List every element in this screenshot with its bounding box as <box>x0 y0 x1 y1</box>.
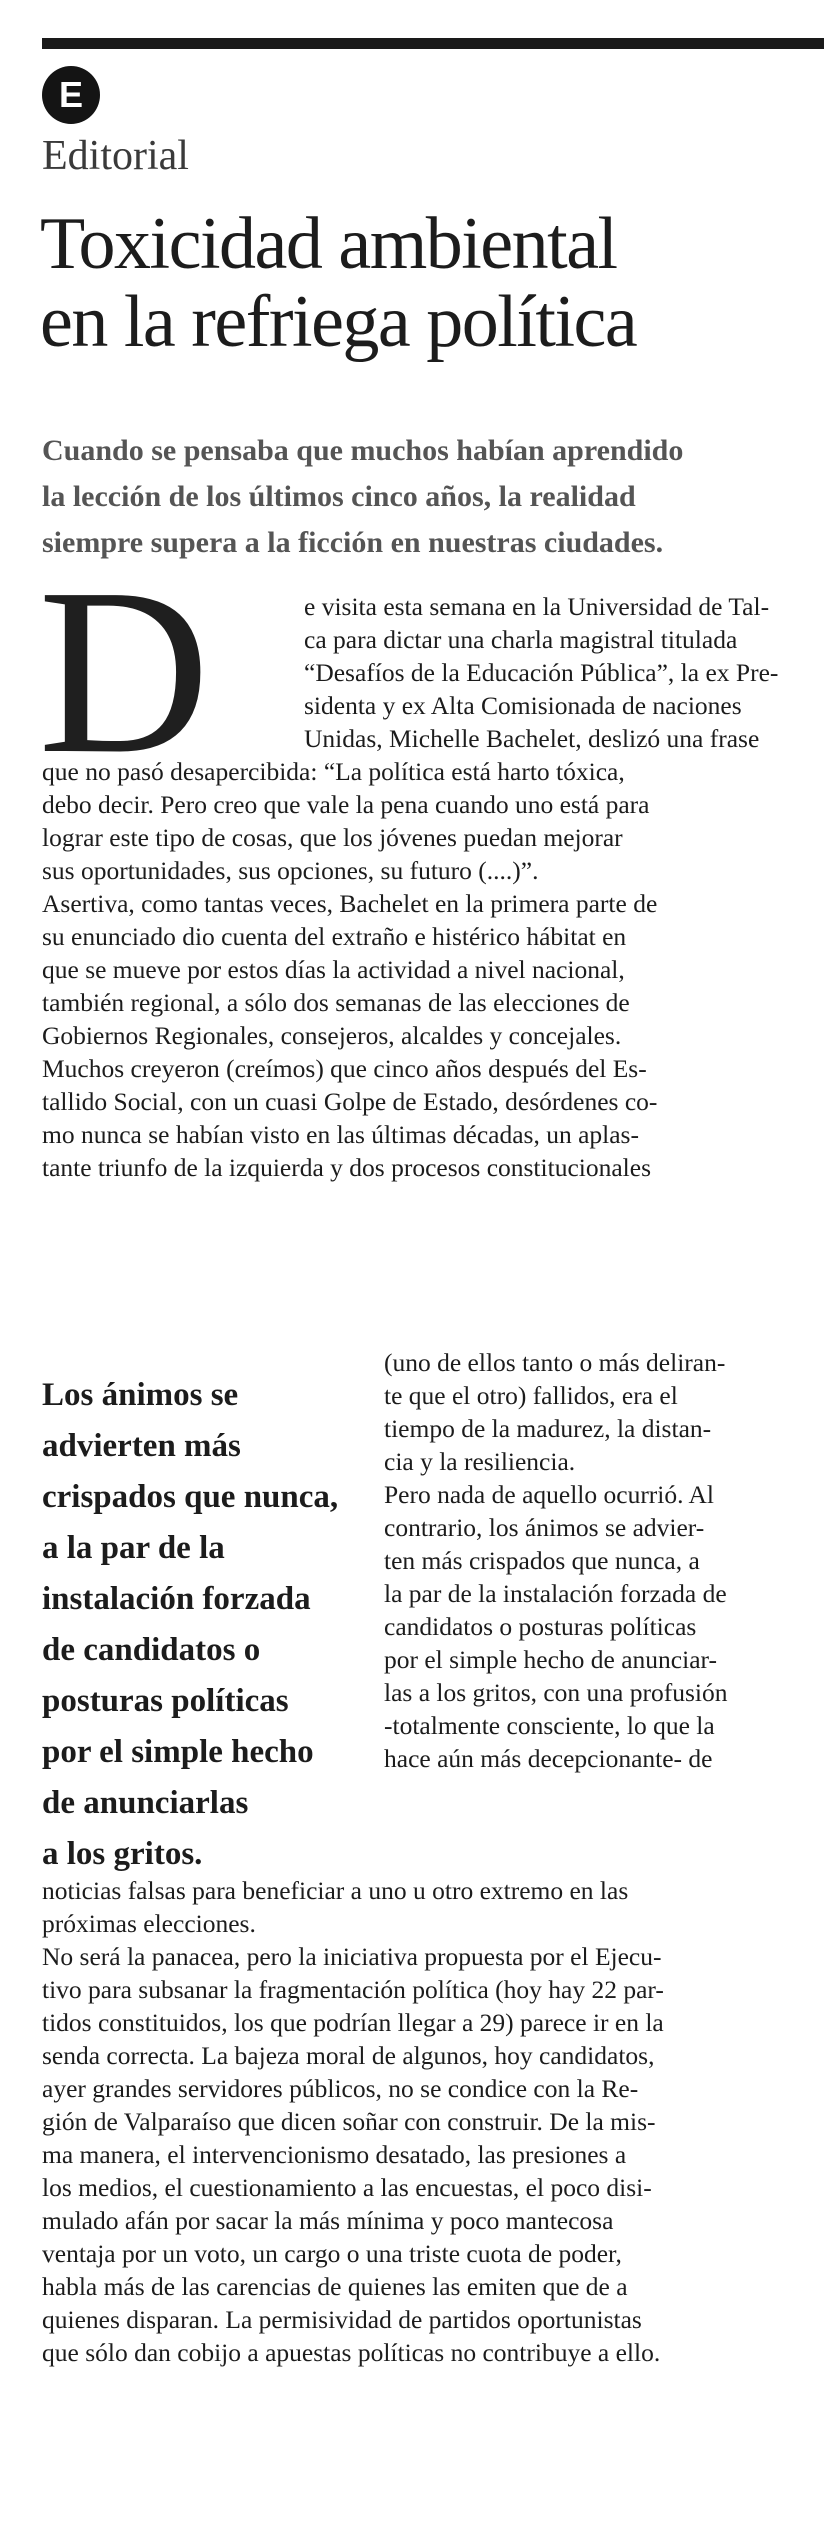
body-line: e visita esta semana en la Universidad de Tal- <box>304 592 770 621</box>
body-line: tidos constituidos, los que podrían llegar a 29) parece ir en la <box>42 2008 664 2037</box>
body-line: mo nunca se habían visto en las últimas décadas, un aplas- <box>42 1120 639 1149</box>
body-line: ma manera, el intervencionismo desatado, las presiones a <box>42 2140 627 2169</box>
article-body-closing <box>42 1874 824 2369</box>
section-label: Editorial <box>42 133 189 179</box>
body-line: próximas elecciones. <box>42 1909 256 1938</box>
body-line: por el simple hecho de anunciar- <box>384 1645 717 1674</box>
body-line: debo decir. Pero creo que vale la pena cuando uno está para <box>42 790 650 819</box>
pull-quote <box>42 1370 382 1880</box>
drop-cap: D <box>38 540 210 803</box>
body-line: tallido Social, con un cuasi Golpe de Estado, desórdenes co- <box>42 1087 658 1116</box>
body-line: cia y la resiliencia. <box>384 1447 576 1476</box>
body-line: ca para dictar una charla magistral titulada <box>304 625 738 654</box>
body-line: las a los gritos, con una profusión <box>384 1678 728 1707</box>
body-line: Muchos creyeron (creímos) que cinco años después del Es- <box>42 1054 647 1083</box>
article-body-intro <box>42 590 824 1184</box>
body-line: senda correcta. La bajeza moral de algunos, hoy candidatos, <box>42 2041 655 2070</box>
pull-quote-line: advierten más <box>42 1428 241 1464</box>
top-rule <box>42 38 824 49</box>
section-badge-icon: E <box>42 66 100 124</box>
pull-quote-line: de candidatos o <box>42 1632 261 1668</box>
body-line: habla más de las carencias de quienes las emiten que de a <box>42 2272 628 2301</box>
deck-line: siempre supera a la ficción en nuestras ciudades. <box>42 526 664 559</box>
pull-quote-line: crispados que nunca, <box>42 1479 339 1515</box>
body-line: su enunciado dio cuenta del extraño e histérico hábitat en <box>42 922 627 951</box>
body-line: ventaja por un voto, un cargo o una triste cuota de poder, <box>42 2239 622 2268</box>
headline-line: en la refriega política <box>40 281 637 363</box>
body-line: que no pasó desapercibida: “La política está harto tóxica, <box>42 757 625 786</box>
body-line: -totalmente consciente, lo que la <box>384 1711 715 1740</box>
body-line: lograr este tipo de cosas, que los jóvenes puedan mejorar <box>42 823 623 852</box>
body-line: candidatos o posturas políticas <box>384 1612 697 1641</box>
body-line: ayer grandes servidores públicos, no se condice con la Re- <box>42 2074 639 2103</box>
body-line: “Desafíos de la Educación Pública”, la ex Pre- <box>304 658 779 687</box>
body-line: la par de la instalación forzada de <box>384 1579 727 1608</box>
body-line: Asertiva, como tantas veces, Bachelet en la primera parte de <box>42 889 658 918</box>
pull-quote-line: Los ánimos se <box>42 1377 239 1413</box>
body-line: Gobiernos Regionales, consejeros, alcaldes y concejales. <box>42 1021 622 1050</box>
body-line: tivo para subsanar la fragmentación política (hoy hay 22 par- <box>42 1975 664 2004</box>
headline-line: Toxicidad ambiental <box>40 203 617 285</box>
body-line: que sólo dan cobijo a apuestas políticas no contribuye a ello. <box>42 2338 661 2367</box>
body-line: No será la panacea, pero la iniciativa propuesta por el Ejecu- <box>42 1942 662 1971</box>
body-line: mulado afán por sacar la más mínima y poco mantecosa <box>42 2206 614 2235</box>
body-line: los medios, el cuestionamiento a las encuestas, el poco disi- <box>42 2173 652 2202</box>
body-line: tante triunfo de la izquierda y dos procesos constitucionales <box>42 1153 651 1182</box>
deck-line: Cuando se pensaba que muchos habían aprendido <box>42 434 684 467</box>
body-line: Pero nada de aquello ocurrió. Al <box>384 1480 714 1509</box>
pull-quote-line: a los gritos. <box>42 1836 203 1872</box>
pull-quote-line: de anunciarlas <box>42 1785 249 1821</box>
pull-quote-line: instalación forzada <box>42 1581 311 1617</box>
article-body-right-column <box>384 1346 824 1775</box>
body-line: te que el otro) fallidos, era el <box>384 1381 678 1410</box>
deck-line: la lección de los últimos cinco años, la realidad <box>42 480 636 513</box>
body-line: (uno de ellos tanto o más deliran- <box>384 1348 726 1377</box>
body-line: ten más crispados que nunca, a <box>384 1546 700 1575</box>
pull-quote-line: por el simple hecho <box>42 1734 314 1770</box>
pull-quote-line: posturas políticas <box>42 1683 289 1719</box>
body-line: noticias falsas para beneficiar a uno u otro extremo en las <box>42 1876 629 1905</box>
body-line: sus oportunidades, sus opciones, su futuro (....)”. <box>42 856 539 885</box>
body-line: contrario, los ánimos se advier- <box>384 1513 705 1542</box>
body-line: Unidas, Michelle Bachelet, deslizó una frase <box>304 724 760 753</box>
body-line: gión de Valparaíso que dicen soñar con construir. De la mis- <box>42 2107 656 2136</box>
body-line: también regional, a sólo dos semanas de las elecciones de <box>42 988 630 1017</box>
body-line: quienes disparan. La permisividad de partidos oportunistas <box>42 2305 642 2334</box>
body-line: que se mueve por estos días la actividad a nivel nacional, <box>42 955 625 984</box>
headline <box>40 205 820 361</box>
body-line: sidenta y ex Alta Comisionada de naciones <box>304 691 742 720</box>
body-line: tiempo de la madurez, la distan- <box>384 1414 712 1443</box>
body-line: hace aún más decepcionante- de <box>384 1744 713 1773</box>
pull-quote-line: a la par de la <box>42 1530 225 1566</box>
